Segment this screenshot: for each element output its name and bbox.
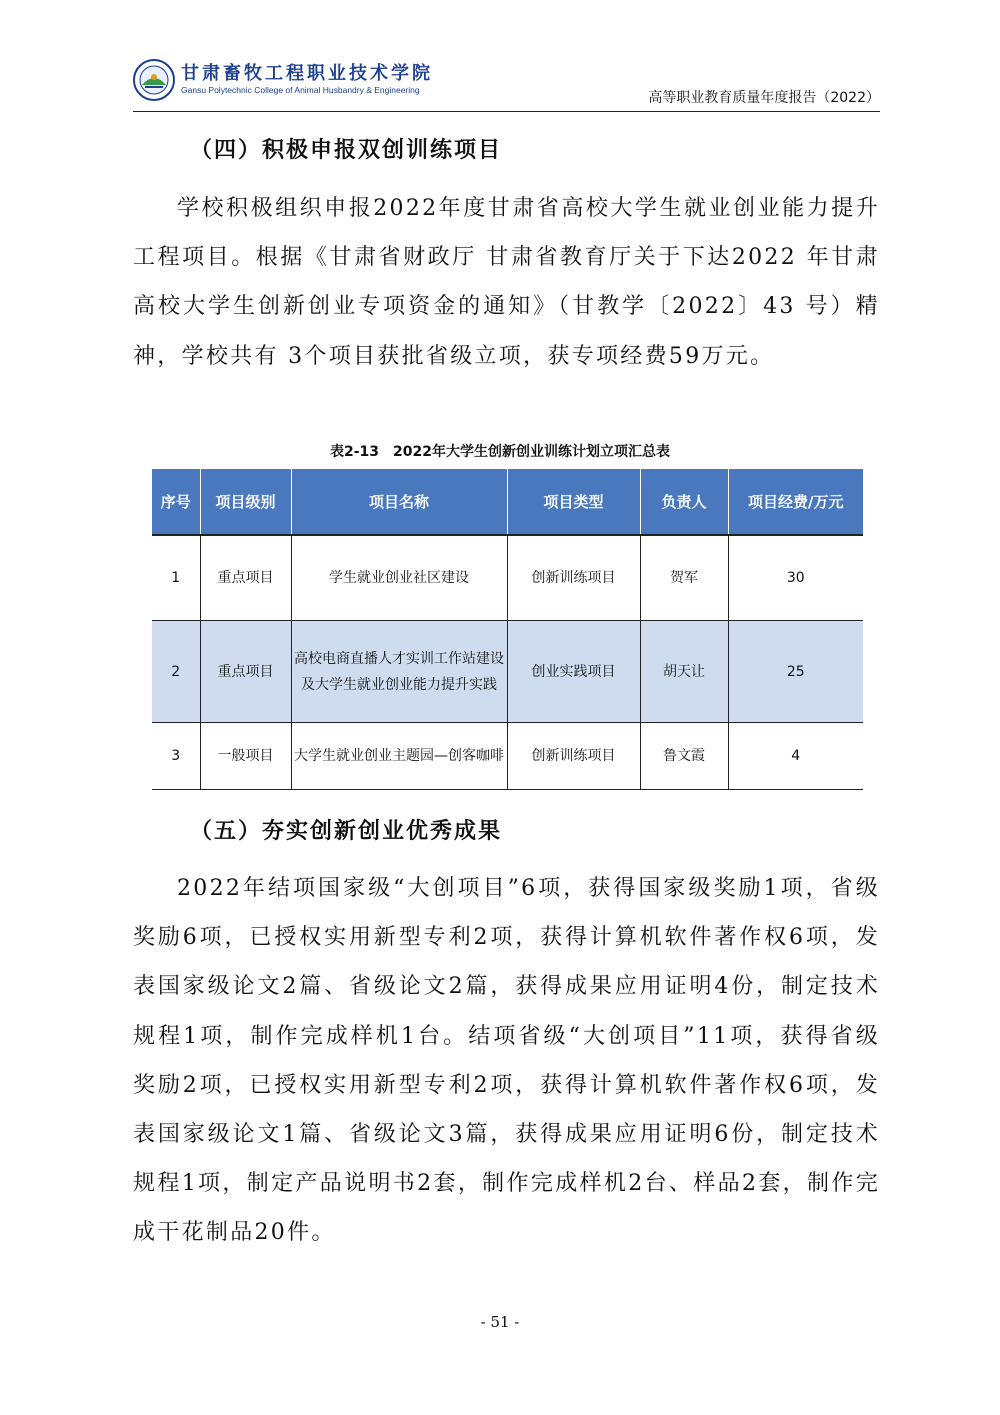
page-header	[133, 55, 880, 112]
school-name-cn: 甘肃畜牧工程职业技术学院	[181, 63, 433, 84]
cell-name: 大学生就业创业主题园—创客咖啡	[291, 723, 507, 790]
cell-index: 3	[152, 723, 200, 790]
header-funding: 项目经费/万元	[728, 469, 863, 535]
cell-type: 创新训练项目	[507, 535, 640, 621]
cell-leader: 鲁文霞	[640, 723, 728, 790]
section4-heading: （四）积极申报双创训练项目	[190, 138, 503, 163]
section5-heading: （五）夯实创新创业优秀成果	[190, 819, 503, 844]
cell-funding: 25	[728, 621, 863, 723]
table-row	[152, 535, 863, 621]
cell-name: 高校电商直播人才实训工作站建设及大学生就业创业能力提升实践	[291, 621, 507, 723]
cell-leader: 贺军	[640, 535, 728, 621]
table-header-row	[152, 469, 863, 535]
cell-level: 一般项目	[200, 723, 291, 790]
section5-paragraph: 2022年结项国家级“大创项目”6项，获得国家级奖励1项，省级奖励6项，已授权实用新型专利2项，获得计算机软件著作权6项，发表国家级论文2篇、省级论文2篇，获得成果应用证明4份，制定技术规程1项，制作完成样机1台。结项省级“大创项目”11项，获得省级奖励2项，已授权实用新型专利2项，获得计算机软件著作权6项，发表国家级论文1篇、省级论文3篇，获得成果应用证明6份，制定技术规程1项，制定产品说明书2套，制作完成样机2台、样品2套，制作完成干花制品20件。	[133, 876, 880, 1246]
cell-index: 2	[152, 621, 200, 723]
projects-table	[152, 469, 863, 790]
cell-funding: 30	[728, 535, 863, 621]
school-name-en: Gansu Polytechnic College of Animal Husbandry & Engineering	[181, 85, 420, 95]
header-index: 序号	[152, 469, 200, 535]
table-row	[152, 621, 863, 723]
school-logo-icon	[133, 59, 175, 101]
header-name: 项目名称	[291, 469, 507, 535]
cell-funding: 4	[728, 723, 863, 790]
header-type: 项目类型	[507, 469, 640, 535]
header-level: 项目级别	[200, 469, 291, 535]
cell-leader: 胡天让	[640, 621, 728, 723]
cell-type: 创新训练项目	[507, 723, 640, 790]
cell-index: 1	[152, 535, 200, 621]
page-number: - 51 -	[480, 1313, 520, 1331]
cell-name: 学生就业创业社区建设	[291, 535, 507, 621]
table-caption: 表2-13 2022年大学生创新创业训练计划立项汇总表	[330, 444, 670, 460]
cell-level: 重点项目	[200, 535, 291, 621]
header-leader: 负责人	[640, 469, 728, 535]
cell-level: 重点项目	[200, 621, 291, 723]
section4-paragraph: 学校积极组织申报2022年度甘肃省高校大学生就业创业能力提升工程项目。根据《甘肃省财政厅 甘肃省教育厅关于下达2022 年甘肃高校大学生创新创业专项资金的通知》（甘教学〔2022〕43 号）精神，学校共有 3个项目获批省级立项，获专项经费59万元。	[133, 196, 880, 369]
table-row	[152, 723, 863, 790]
report-title: 高等职业教育质量年度报告（2022）	[648, 90, 880, 106]
cell-type: 创业实践项目	[507, 621, 640, 723]
